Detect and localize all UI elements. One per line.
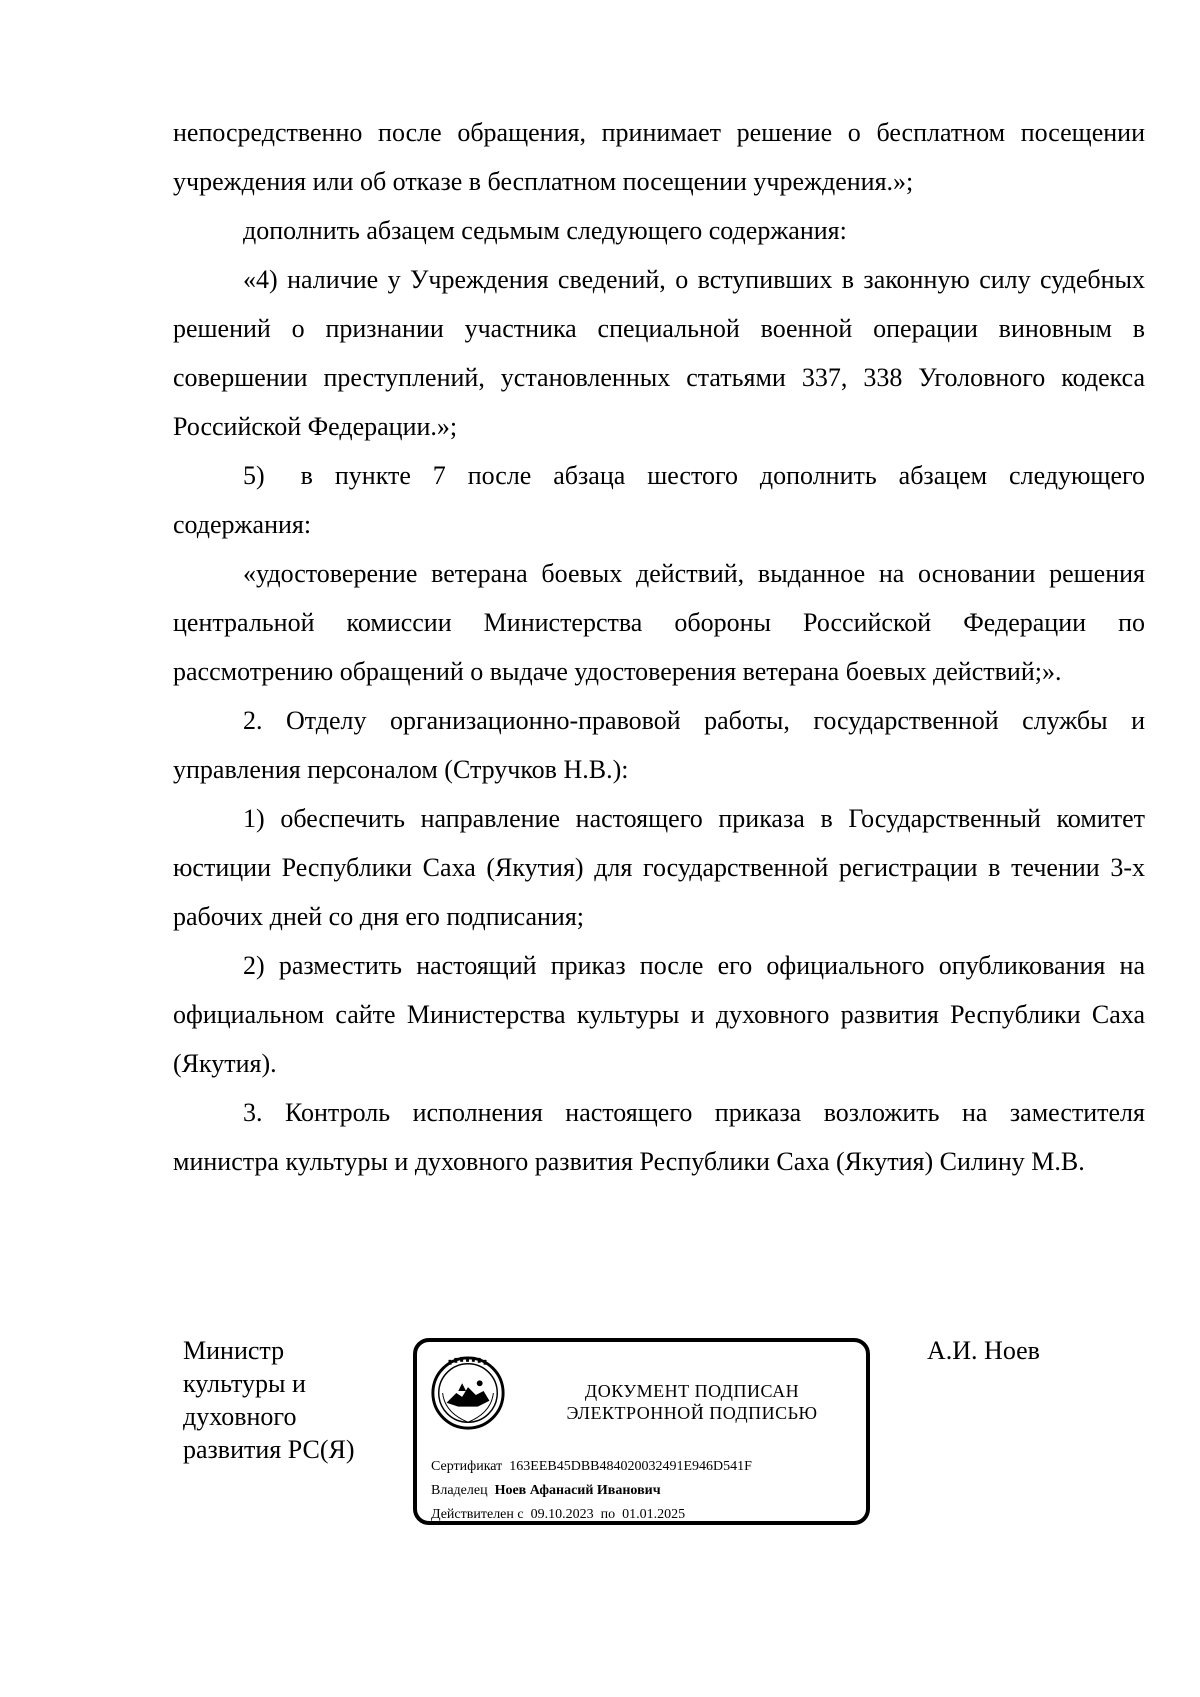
- coat-of-arms-icon: [429, 1354, 507, 1432]
- certificate-label: Сертификат: [431, 1459, 503, 1474]
- stamp-title-line-1: ДОКУМЕНТ ПОДПИСАН: [584, 1381, 800, 1401]
- stamp-title-line-2: ЭЛЕКТРОННОЙ ПОДПИСЬЮ: [566, 1403, 818, 1423]
- paragraph-section-3: 3. Контроль исполнения настоящего приказа возложить на заместителя министра культуры и духовного развития Республики Саха (Якутия) Силину М.В.: [173, 1098, 1145, 1176]
- paragraph-veteran-certificate: «удостоверение ветерана боевых действий, выданное на основании решения центральной комиссии Министерства обороны Российской Федерации по рассмотрению обращений о выдаче удостоверения ветерана боевых действий;».: [173, 559, 1145, 686]
- item-5-text: в пункте 7 после абзаца шестого дополнить абзацем следующего содержания:: [173, 461, 1145, 539]
- valid-from: 09.10.2023: [530, 1507, 594, 1522]
- stamp-title: [527, 1380, 857, 1424]
- signatory-name: А.И. Ноев: [927, 1336, 1040, 1365]
- stamp-details: [431, 1455, 752, 1527]
- paragraph-add-seventh: дополнить абзацем седьмым следующего содержания:: [243, 216, 847, 245]
- paragraph-continuation: непосредственно после обращения, принимает решение о бесплатном посещении учреждения или об отказе в бесплатном посещении учреждения.»;: [173, 118, 1145, 196]
- paragraph-section-2-item-2: 2) разместить настоящий приказ после его официального опубликования на официальном сайте Министерства культуры и духовного развития Республики Саха (Якутия).: [173, 951, 1145, 1078]
- paragraph-item-5: [173, 451, 1145, 549]
- valid-label: Действителен с: [431, 1507, 524, 1522]
- item-5-number: 5): [243, 461, 265, 490]
- owner-value: Ноев Афанасий Иванович: [494, 1483, 661, 1498]
- paragraph-section-2: 2. Отделу организационно-правовой работы, государственной службы и управления персоналом (Стручков Н.В.):: [173, 706, 1145, 784]
- certificate-value: 163EEB45DBB484020032491E946D541F: [509, 1459, 752, 1474]
- position-line: Министр: [183, 1336, 285, 1365]
- position-line: духовного: [183, 1402, 297, 1431]
- signatory-position: [183, 1334, 355, 1466]
- position-line: культуры и: [183, 1369, 306, 1398]
- paragraph-item-4: «4) наличие у Учреждения сведений, о вступивших в законную силу судебных решений о признании участника специальной военной операции виновным в совершении преступлений, установленных статьями 337, 338 Уголовного кодекса Российской Федерации.»;: [173, 265, 1145, 441]
- document-body: [173, 108, 1145, 1186]
- electronic-signature-stamp: [413, 1338, 870, 1525]
- valid-to: 01.01.2025: [622, 1507, 686, 1522]
- owner-label: Владелец: [431, 1483, 488, 1498]
- paragraph-section-2-item-1: 1) обеспечить направление настоящего приказа в Государственный комитет юстиции Республики Саха (Якутия) для государственной регистрации в течении 3-х рабочих дней со дня его подписания;: [173, 804, 1145, 931]
- position-line: развития РС(Я): [183, 1435, 355, 1464]
- certificate-line: [431, 1455, 752, 1479]
- valid-to-label: по: [600, 1507, 616, 1522]
- owner-line: [431, 1479, 752, 1503]
- validity-line: [431, 1503, 752, 1527]
